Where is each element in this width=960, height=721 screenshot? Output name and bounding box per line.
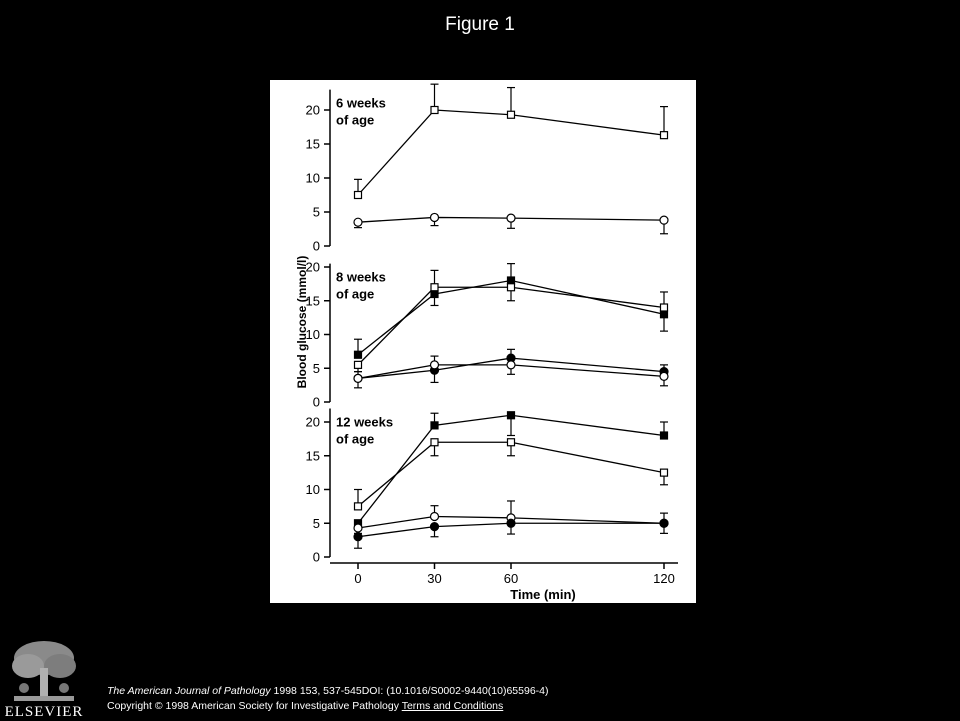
y-tick-label: 0 [312,238,320,254]
data-point [431,422,438,429]
data-point [354,533,362,541]
data-point [508,439,515,446]
y-tick-label: 15 [305,293,320,309]
elsevier-wordmark: ELSEVIER [4,704,84,720]
x-tick-label: 30 [427,571,442,586]
y-tick-label: 10 [305,482,320,497]
y-tick-label: 15 [305,136,320,152]
data-point [355,361,362,368]
figure-image [270,80,696,603]
data-point [355,192,362,199]
data-point [661,311,668,318]
blood-glucose-chart [270,80,696,603]
y-tick-label: 5 [312,360,320,376]
y-tick-label: 15 [305,448,320,464]
x-tick-label: 120 [653,571,675,586]
copyright-line [107,699,549,714]
data-point [431,523,439,531]
data-point [508,111,515,118]
y-tick-label: 5 [312,204,320,220]
data-point [354,218,362,226]
series-line [358,110,664,195]
y-tick-label: 20 [305,259,320,275]
y-tick-label: 20 [305,102,320,118]
data-point [431,439,438,446]
citation-footer [107,684,549,714]
y-tick-label: 10 [305,327,320,342]
y-tick-label: 5 [312,515,320,531]
data-point [507,361,515,369]
data-point [661,304,668,311]
panel-label: of age [336,431,375,447]
data-point [431,284,438,291]
data-point [355,351,362,358]
data-point [660,216,668,224]
panel-label: 8 weeks [336,269,386,285]
elsevier-tree-icon [6,636,82,706]
data-point [508,412,515,419]
y-tick-label: 0 [312,549,320,565]
data-point [431,361,439,369]
x-tick-label: 60 [503,571,519,586]
data-point [661,469,668,476]
panel-label: 6 weeks [336,95,386,111]
data-point [431,291,438,298]
copyright-text: Copyright © 1998 American Society for Investigative Pathology [107,700,399,712]
data-point [661,432,668,439]
data-point [661,132,668,139]
data-point [508,284,515,291]
journal-name: The American Journal of Pathology [107,685,271,697]
data-point [507,519,515,527]
data-point [660,519,668,527]
citation-line [107,684,549,699]
x-tick-label: 0 [354,571,362,586]
terms-link[interactable]: Terms and Conditions [401,700,504,712]
panel-label: of age [336,112,375,128]
panel-label: of age [336,286,375,302]
data-point [508,277,515,284]
data-point [354,374,362,382]
data-point [431,213,439,221]
data-point [355,503,362,510]
x-axis-label: Time (min) [510,587,576,602]
citation-doi: 1998 153, 537-545DOI: (10.1016/S0002-9440(10)65596-4) [270,685,549,697]
data-point [507,214,515,222]
figure-title: Figure 1 [445,14,515,35]
y-tick-label: 0 [312,394,320,410]
data-point [660,372,668,380]
data-point [354,524,362,532]
y-axis-label: Blood glucose (mmol/l) [295,255,309,389]
panel-label: 12 weeks [336,414,394,430]
data-point [431,107,438,114]
y-tick-label: 10 [305,170,320,186]
data-point [431,513,439,521]
y-tick-label: 20 [305,414,320,430]
